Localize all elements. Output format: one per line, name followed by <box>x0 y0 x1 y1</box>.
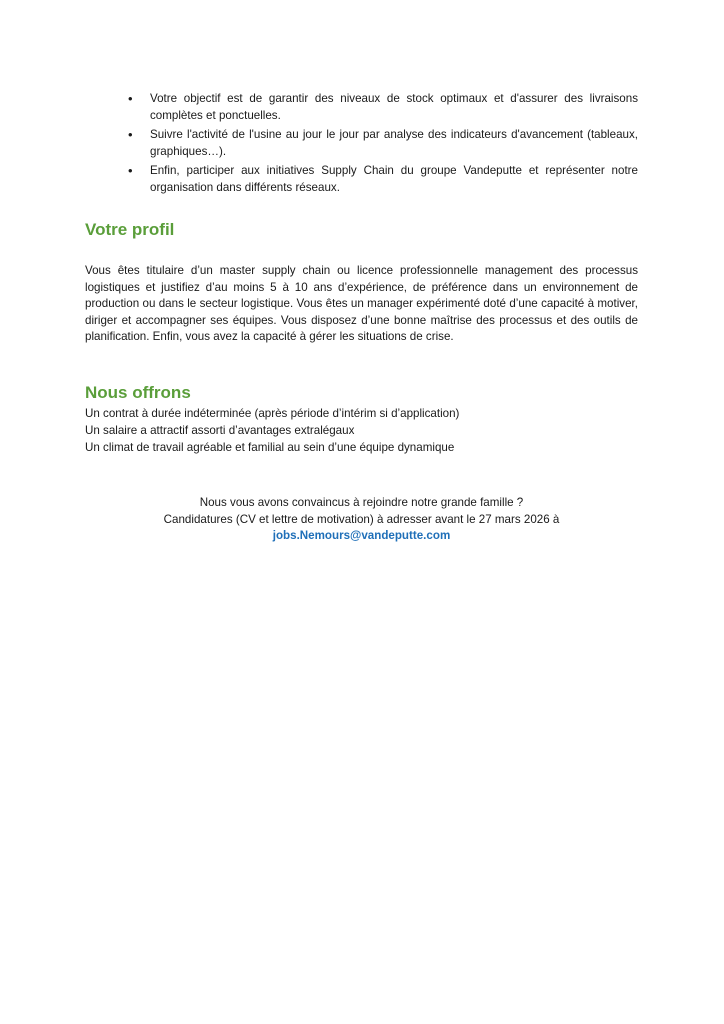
missions-list <box>128 91 638 199</box>
list-item: Un climat de travail agréable et familial au sein d’une équipe dynamique <box>85 440 455 454</box>
bullet-icon: • <box>128 91 133 106</box>
list-item <box>128 127 638 160</box>
list-item: Un contrat à durée indéterminée (après période d’intérim si d’application) <box>85 407 460 420</box>
list-item <box>128 91 638 124</box>
profil-paragraph: Vous êtes titulaire d’un master supply chain ou licence professionnelle management des processus logistiques et justifiez d’au moins 5 à 10 ans d’expérience, de préférence dans un environnement de production ou dans le secteur logistique. Vous êtes un manager expérimenté doté d’une capacité à motiver, diriger et accompagner ses équipes. Vous disposez d’une bonne maîtrise des processus et des outils de planification. Enfin, vous avez la capacité à gérer les situations de crise. <box>85 264 638 344</box>
profil-heading: Votre profil <box>85 220 175 239</box>
mission-text: Votre objectif est de garantir des niveaux de stock optimaux et d'assurer des livraisons complètes et ponctuelles. <box>150 92 638 122</box>
email-link[interactable]: jobs.Nemours@vandeputte.com <box>272 529 451 542</box>
bullet-icon: • <box>128 163 133 178</box>
mission-text: Enfin, participer aux initiatives Supply Chain du groupe Vandeputte et représenter notre organisation dans différents réseaux. <box>150 164 638 194</box>
closing-line-1: Nous vous avons convaincus à rejoindre notre grande famille ? <box>199 496 524 509</box>
offre-list <box>85 406 459 456</box>
mission-text: Suivre l'activité de l'usine au jour le jour par analyse des indicateurs d'avancement (tableaux, graphiques…). <box>150 128 638 158</box>
list-item: Un salaire a attractif assorti d’avantages extralégaux <box>85 423 355 437</box>
closing-block <box>85 495 638 545</box>
list-item <box>128 163 638 196</box>
closing-line-2: Candidatures (CV et lettre de motivation) à adresser avant le 27 mars 2026 à <box>163 512 560 526</box>
offre-heading: Nous offrons <box>85 383 191 402</box>
bullet-icon: • <box>128 127 133 142</box>
